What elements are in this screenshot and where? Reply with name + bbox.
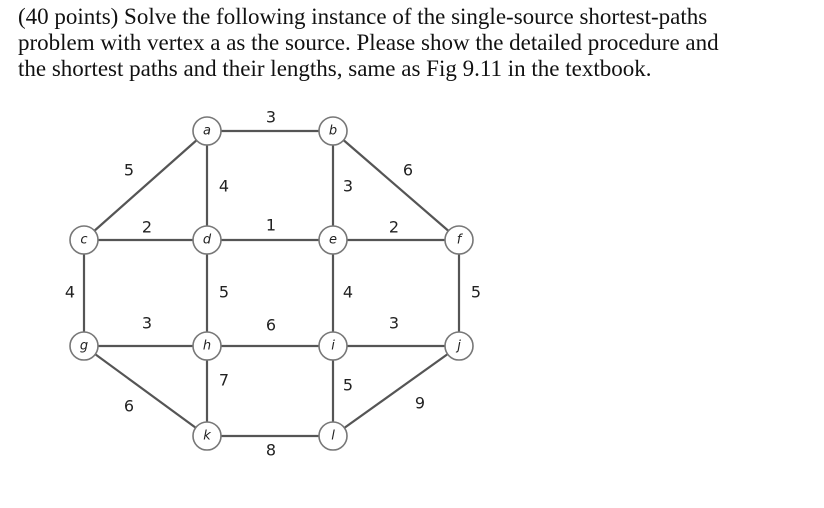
edge-weight-a-d: 4 [218,176,230,196]
node-label-l: l [331,428,335,444]
node-label-d: d [202,232,212,248]
node-label-i: i [331,338,335,354]
node-e [319,226,347,254]
node-f [445,226,473,254]
edge-weight-f-j: 5 [470,282,482,302]
question-line-1: (40 points) Solve the following instance of the single-source shortest-paths [18,4,708,29]
node-label-g: g [79,338,89,354]
node-k [193,422,221,450]
edge-weight-k-l: 8 [265,440,277,460]
edge-weight-g-h: 3 [141,313,153,333]
node-label-c: c [80,232,88,248]
node-label-e: e [329,232,337,248]
edge-weight-j-l: 9 [414,393,426,413]
node-label-h: h [202,338,212,354]
edge-weight-b-f: 6 [402,160,414,180]
question-line-2: problem with vertex a as the source. Please show the detailed procedure and [18,30,719,55]
edge-weight-a-c: 5 [123,160,135,180]
edge-weight-i-j: 3 [388,313,400,333]
edge-weight-e-i: 4 [342,282,354,302]
edge-weight-h-k: 7 [218,370,230,390]
node-l [319,422,347,450]
edge-g-k [84,346,207,436]
edge-weight-i-l: 5 [342,375,354,395]
edge-weight-c-g: 4 [64,282,76,302]
node-g [70,332,98,360]
edge-weight-g-k: 6 [123,396,135,416]
edge-weight-h-i: 6 [265,315,277,335]
edge-weight-a-b: 3 [265,107,277,127]
node-label-b: b [328,123,338,139]
node-label-f: f [456,232,462,248]
question-line-3: the shortest paths and their lengths, same as Fig 9.11 in the textbook. [18,56,652,81]
node-b [319,117,347,145]
node-a [193,117,221,145]
node-j [445,332,473,360]
edge-weight-c-d: 2 [141,217,153,237]
node-label-a: a [203,123,211,139]
node-c [70,226,98,254]
edge-weight-b-e: 3 [342,176,354,196]
edge-weight-d-h: 5 [218,282,230,302]
edge-weights-layer [65,108,481,460]
edge-weight-d-e: 1 [265,215,277,235]
node-i [319,332,347,360]
node-label-k: k [203,428,211,444]
edge-weight-e-f: 2 [388,217,400,237]
node-label-j: j [457,338,461,354]
node-d [193,226,221,254]
node-h [193,332,221,360]
